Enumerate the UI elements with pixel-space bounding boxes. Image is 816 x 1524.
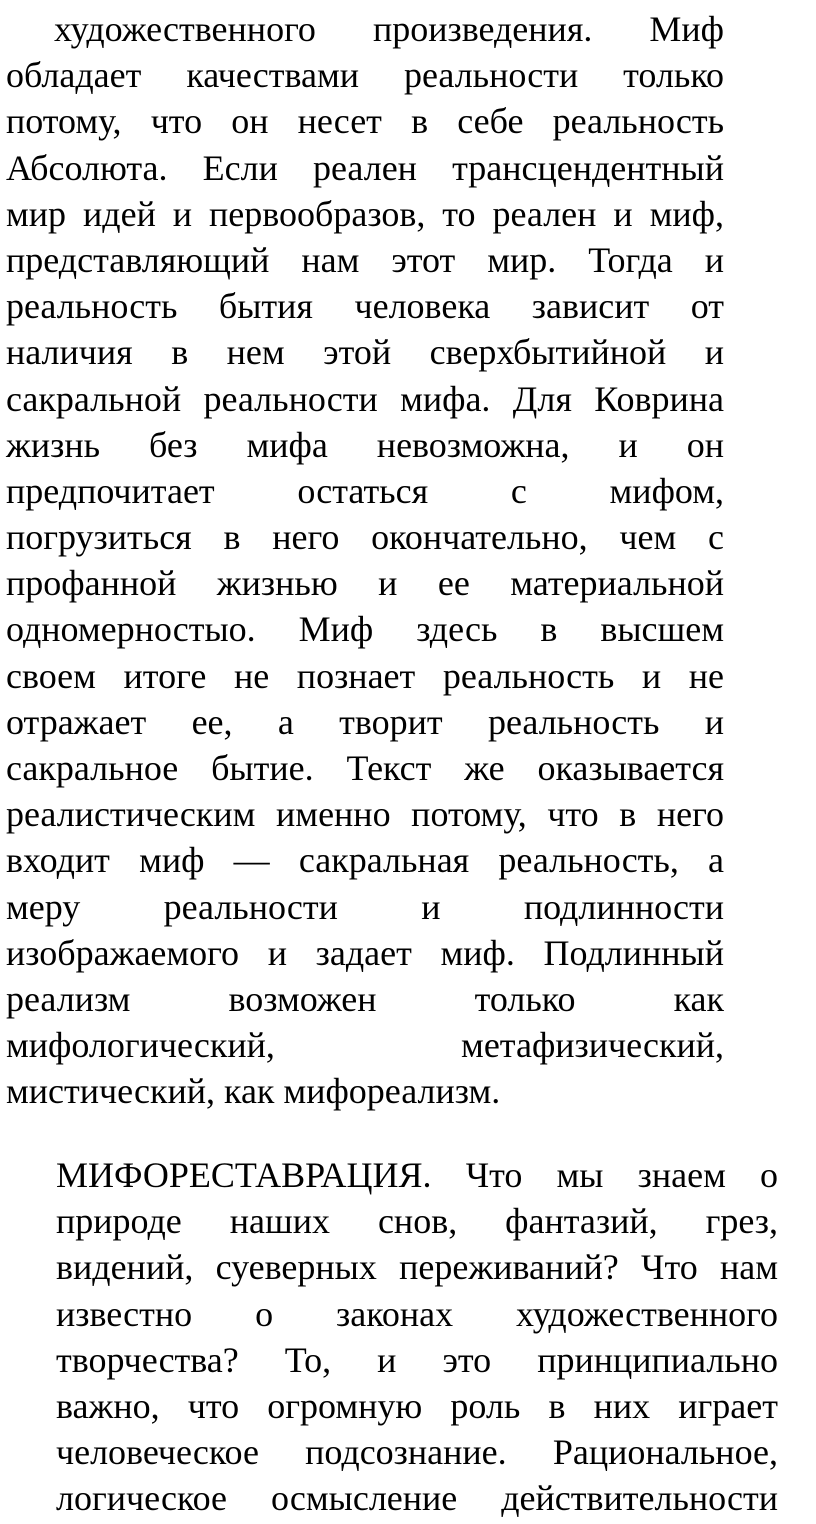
text-line: предпочитает остаться с мифом, bbox=[6, 470, 724, 511]
text-line: природе наших снов, фантазий, грез, bbox=[56, 1201, 778, 1242]
text-line: меру реальности и подлинности bbox=[6, 886, 724, 927]
paragraph-myth-reality bbox=[6, 6, 724, 1115]
text-line: мир идей и первообразов, то реален и миф, bbox=[6, 193, 724, 234]
text-line: известно о законах художественного bbox=[56, 1293, 778, 1334]
text-line: важно, что огромную роль в них играет bbox=[56, 1385, 778, 1426]
text-line: входит миф — сакральная реальность, а bbox=[6, 840, 724, 881]
text-line: МИФОРЕСТАВРАЦИЯ. Что мы знаем о bbox=[56, 1155, 778, 1195]
text-line: наличия в нем этой сверхбытийной и bbox=[6, 332, 724, 373]
text-line: одномерностыо. Миф здесь в высшем bbox=[6, 609, 724, 650]
text-line: своем итоге не познает реальность и не bbox=[6, 655, 724, 696]
text-line: Абсолюта. Если реален трансцендентный bbox=[6, 147, 724, 188]
text-line: мифологический, метафизический, bbox=[6, 1025, 724, 1066]
text-line: обладает качествами реальности только bbox=[6, 55, 724, 96]
text-line: реалистическим именно потому, что в него bbox=[6, 794, 724, 835]
text-line: потому, что он несет в себе реальность bbox=[6, 101, 724, 142]
text-line: сакральное бытие. Текст же оказывается bbox=[6, 748, 724, 788]
text-line: художественного произведения. Миф bbox=[54, 9, 724, 49]
text-line: отражает ее, а творит реальность и bbox=[6, 701, 724, 742]
text-line: реализм возможен только как bbox=[6, 978, 724, 1019]
text-line: изображаемого и задает миф. Подлинный bbox=[6, 932, 724, 973]
text-line: видений, суеверных переживаний? Что нам bbox=[56, 1247, 778, 1288]
text-line: логическое осмысление действительности bbox=[56, 1478, 778, 1519]
text-line: жизнь без мифа невозможна, и он bbox=[6, 424, 724, 465]
paragraph-mythrestoration bbox=[56, 1152, 778, 1522]
text-line: представляющий нам этот мир. Тогда и bbox=[6, 239, 724, 280]
text-line: мистический, как мифореализм. bbox=[6, 1071, 501, 1112]
text-line: погрузиться в него окончательно, чем с bbox=[6, 517, 724, 558]
text-line: профанной жизнью и ее материальной bbox=[6, 563, 724, 604]
text-line: человеческое подсознание. Рациональное, bbox=[56, 1432, 778, 1473]
text-line: реальность бытия человека зависит от bbox=[6, 286, 724, 327]
text-line: творчества? То, и это принципиально bbox=[56, 1339, 778, 1380]
text-line: сакральной реальности мифа. Для Коврина bbox=[6, 378, 724, 419]
